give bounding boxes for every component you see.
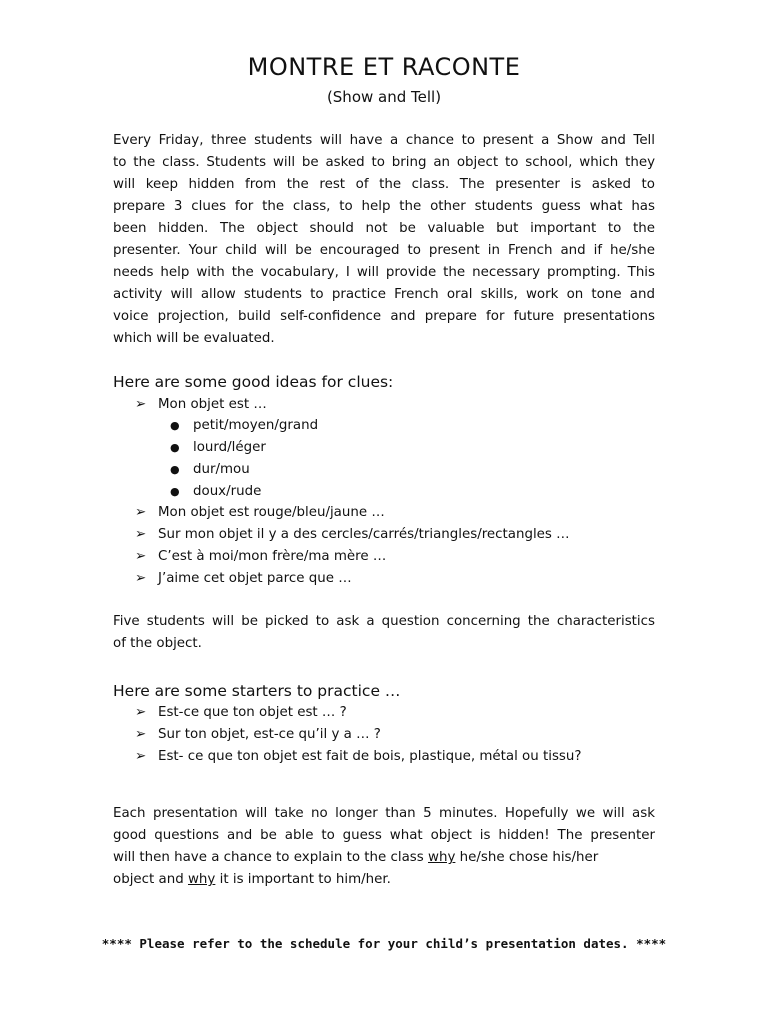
arrow-bullet-icon: ➢ (135, 397, 147, 412)
list-item: ● dur/mou (170, 459, 250, 481)
emphasis-why: why (428, 850, 456, 865)
list-item: ➢ Est- ce que ton objet est fait de bois, plastique, métal ou tissu? (135, 746, 582, 768)
list-item: ➢ Mon objet est rouge/bleu/jaune … (135, 502, 385, 524)
dot-bullet-icon: ● (170, 419, 180, 432)
paragraph-line: good questions and be able to guess what object is hidden! The presenter (113, 828, 655, 843)
paragraph-line: object and why it is important to him/her. (113, 872, 391, 887)
closing-paragraph (113, 803, 655, 891)
intro-line: which will be evaluated. (113, 331, 275, 346)
intro-line: voice projection, build self-confidence and prepare for future presentations (113, 309, 655, 324)
page-subtitle: (Show and Tell) (326, 88, 442, 106)
schedule-note: **** Please refer to the schedule for your child’s presentation dates. **** (101, 936, 667, 951)
list-item: ➢ Sur mon objet il y a des cercles/carrés/triangles/rectangles … (135, 524, 570, 546)
paragraph-line: of the object. (113, 636, 202, 651)
arrow-bullet-icon: ➢ (135, 727, 147, 742)
intro-line: prepare 3 clues for the class, to help the other students guess what has (113, 199, 655, 214)
list-item: ● doux/rude (170, 481, 261, 503)
intro-paragraph (113, 130, 655, 350)
dot-bullet-icon: ● (170, 485, 180, 498)
intro-line: been hidden. The object should not be valuable but important to the (113, 221, 655, 236)
intro-line: Every Friday, three students will have a chance to present a Show and Tell (113, 133, 655, 148)
arrow-bullet-icon: ➢ (135, 549, 147, 564)
dot-bullet-icon: ● (170, 441, 180, 454)
list-item: ● lourd/léger (170, 437, 266, 459)
emphasis-why: why (187, 872, 216, 887)
arrow-bullet-icon: ➢ (135, 705, 147, 720)
page-title: MONTRE ET RACONTE (247, 53, 521, 81)
arrow-bullet-icon: ➢ (135, 749, 147, 764)
paragraph-line: Each presentation will take no longer than 5 minutes. Hopefully we will ask (113, 806, 655, 821)
intro-line: to the class. Students will be asked to bring an object to school, which they (113, 155, 655, 170)
arrow-bullet-icon: ➢ (135, 505, 147, 520)
list-item: ➢ Est-ce que ton objet est … ? (135, 702, 347, 724)
dot-bullet-icon: ● (170, 463, 180, 476)
intro-line: needs help with the vocabulary, I will provide the necessary prompting. This (113, 265, 655, 280)
list-item: ➢ Mon objet est … (135, 394, 267, 416)
list-item: ➢ Sur ton objet, est-ce qu’il y a … ? (135, 724, 381, 746)
questions-paragraph (113, 611, 655, 655)
clues-heading: Here are some good ideas for clues: (113, 373, 394, 391)
list-item: ● petit/moyen/grand (170, 415, 318, 437)
arrow-bullet-icon: ➢ (135, 571, 147, 586)
paragraph-line: will then have a chance to explain to the class why he/she chose his/her (113, 850, 599, 865)
list-item: ➢ J’aime cet objet parce que … (135, 568, 352, 590)
intro-line: will keep hidden from the rest of the class. The presenter is asked to (113, 177, 655, 192)
intro-line: presenter. Your child will be encouraged to present in French and if he/she (113, 243, 655, 258)
starters-heading: Here are some starters to practice … (113, 682, 401, 700)
arrow-bullet-icon: ➢ (135, 527, 147, 542)
list-item: ➢ C’est à moi/mon frère/ma mère … (135, 546, 386, 568)
paragraph-line: Five students will be picked to ask a question concerning the characteristics (113, 614, 655, 629)
intro-line: activity will allow students to practice French oral skills, work on tone and (113, 287, 655, 302)
